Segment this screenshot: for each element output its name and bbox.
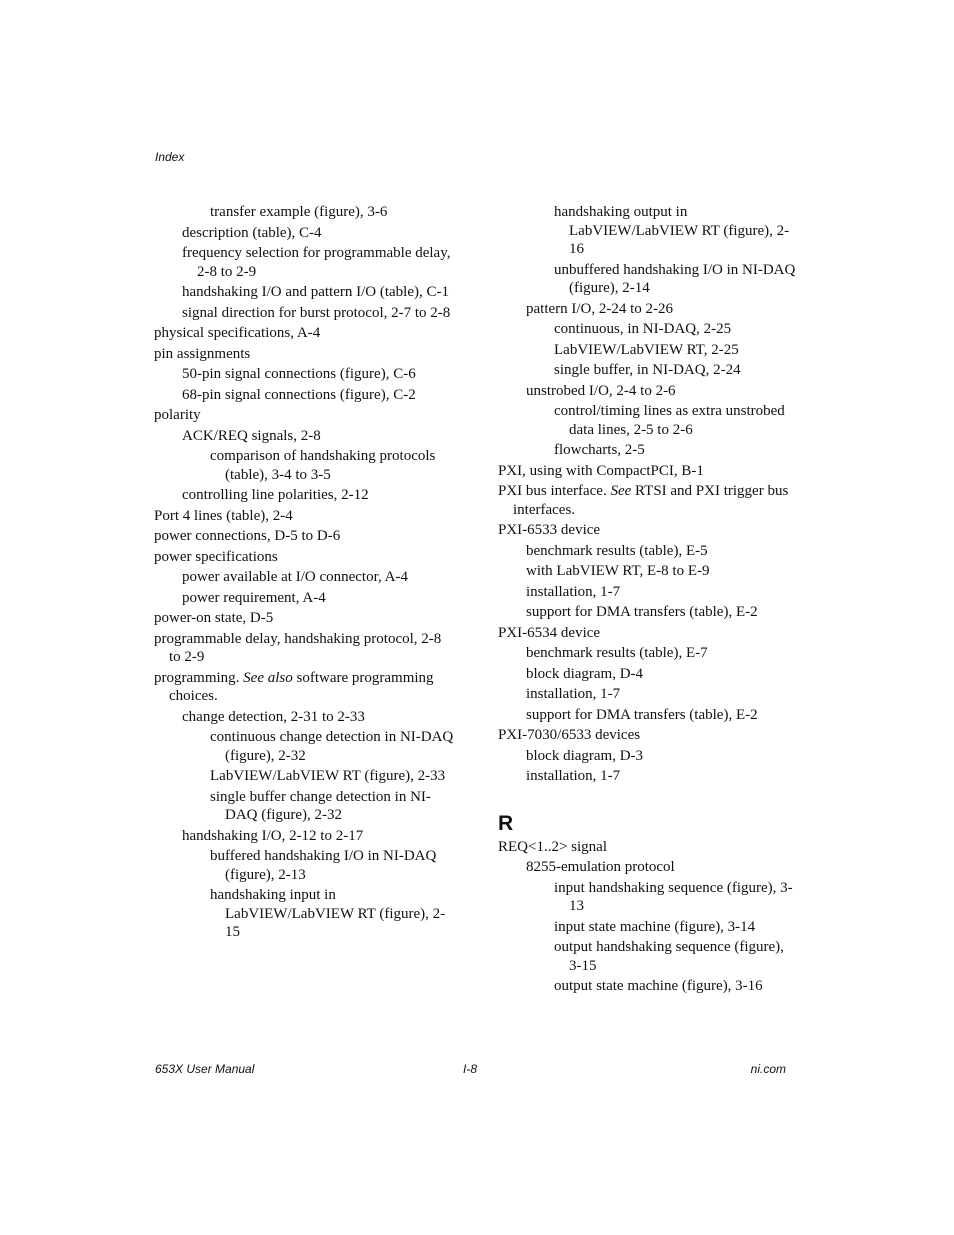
index-entry: description (table), C-4 (182, 224, 322, 241)
index-entry: handshaking I/O, 2-12 to 2-17 (182, 827, 364, 844)
index-entry: pin assignments (154, 345, 251, 362)
index-entry: with LabVIEW RT, E-8 to E-9 (526, 563, 710, 579)
footer-website: ni.com (750, 1062, 786, 1076)
index-entry: 8255-emulation protocol (526, 859, 675, 875)
index-entry: power available at I/O connector, A-4 (182, 569, 408, 585)
index-entry: signal direction for burst protocol, 2-7 to 2-8 (182, 304, 451, 321)
index-entry: installation, 1-7 (526, 768, 621, 784)
index-entry: unstrobed I/O, 2-4 to 2-6 (526, 382, 676, 399)
index-entry: comparison of handshaking protocols (table), 3-4 to 3-5 (210, 448, 436, 483)
index-entry: power connections, D-5 to D-6 (154, 528, 341, 544)
entry-text: software programming choices. (169, 669, 434, 704)
index-column-left (154, 201, 454, 942)
index-entry: REQ<1..2> signal (498, 838, 607, 855)
index-entry: ACK/REQ signals, 2-8 (182, 427, 321, 444)
index-entry: controlling line polarities, 2-12 (182, 487, 369, 503)
index-entry: PXI-7030/6533 devices (498, 727, 641, 743)
index-entry: installation, 1-7 (526, 686, 621, 702)
index-entry: handshaking I/O and pattern I/O (table), C-1 (182, 284, 450, 300)
index-entry: support for DMA transfers (table), E-2 (526, 604, 758, 620)
running-header: Index (155, 150, 185, 164)
index-entry: power-on state, D-5 (154, 610, 274, 626)
page-number: I-8 (463, 1062, 478, 1076)
index-entry: 68-pin signal connections (figure), C-2 (182, 386, 416, 403)
index-entry: polarity (154, 407, 201, 423)
index-column-right (498, 201, 798, 996)
index-entry: 50-pin signal connections (figure), C-6 (182, 366, 416, 382)
index-entry: frequency selection for programmable delay, 2-8 to 2-9 (182, 245, 451, 280)
index-entry: LabVIEW/LabVIEW RT, 2-25 (554, 341, 739, 358)
index-entry: flowcharts, 2-5 (554, 442, 645, 458)
see-also-reference: See also (243, 669, 293, 686)
index-entry: installation, 1-7 (526, 583, 621, 600)
index-entry: handshaking output in LabVIEW/LabVIEW RT (figure), 2-16 (554, 204, 790, 257)
entry-text: RTSI and PXI trigger bus interfaces. (513, 483, 789, 518)
index-entry: buffered handshaking I/O in NI-DAQ (figure), 2-13 (210, 848, 437, 883)
index-entry-pxi-bus (498, 482, 798, 519)
index-entry: output handshaking sequence (figure), 3-15 (554, 939, 784, 974)
index-entry: handshaking input in LabVIEW/LabVIEW RT (figure), 2-15 (210, 887, 446, 940)
index-entry: single buffer change detection in NI-DAQ (figure), 2-32 (210, 788, 431, 823)
index-entry: input handshaking sequence (figure), 3-13 (554, 879, 793, 914)
entry-text: PXI bus interface. (498, 483, 611, 499)
index-entry: power requirement, A-4 (182, 589, 326, 606)
index-entry: physical specifications, A-4 (154, 325, 321, 341)
index-entry: block diagram, D-3 (526, 747, 644, 764)
section-letter-heading: R (498, 811, 514, 835)
index-entry: power specifications (154, 548, 278, 565)
see-reference: See (610, 483, 632, 499)
index-entry: control/timing lines as extra unstrobed data lines, 2-5 to 2-6 (554, 403, 785, 438)
index-entry: support for DMA transfers (table), E-2 (526, 706, 758, 723)
index-entry: continuous change detection in NI-DAQ (figure), 2-32 (210, 729, 454, 764)
footer-manual-title: 653X User Manual (155, 1062, 255, 1076)
index-entry: pattern I/O, 2-24 to 2-26 (526, 300, 674, 317)
index-entry: block diagram, D-4 (526, 665, 644, 682)
index-entry: continuous, in NI-DAQ, 2-25 (554, 321, 732, 337)
index-entry: single buffer, in NI-DAQ, 2-24 (554, 362, 741, 378)
index-entry: transfer example (figure), 3-6 (210, 204, 388, 220)
index-entry: output state machine (figure), 3-16 (554, 978, 763, 994)
index-entry: change detection, 2-31 to 2-33 (182, 708, 365, 725)
index-entry: LabVIEW/LabVIEW RT (figure), 2-33 (210, 768, 446, 784)
index-entry: Port 4 lines (table), 2-4 (154, 507, 293, 524)
index-entry: benchmark results (table), E-5 (526, 542, 708, 559)
index-entry: programmable delay, handshaking protocol, 2-8 to 2-9 (154, 630, 442, 665)
index-entry: input state machine (figure), 3-14 (554, 918, 756, 935)
index-entry: PXI-6534 device (498, 624, 601, 641)
index-entry: benchmark results (table), E-7 (526, 645, 708, 661)
index-entry-programming (154, 669, 454, 706)
index-entry: PXI, using with CompactPCI, B-1 (498, 462, 704, 479)
index-entry: PXI-6533 device (498, 522, 601, 538)
index-entry: unbuffered handshaking I/O in NI-DAQ (figure), 2-14 (554, 261, 796, 296)
entry-text: programming. (154, 669, 244, 686)
